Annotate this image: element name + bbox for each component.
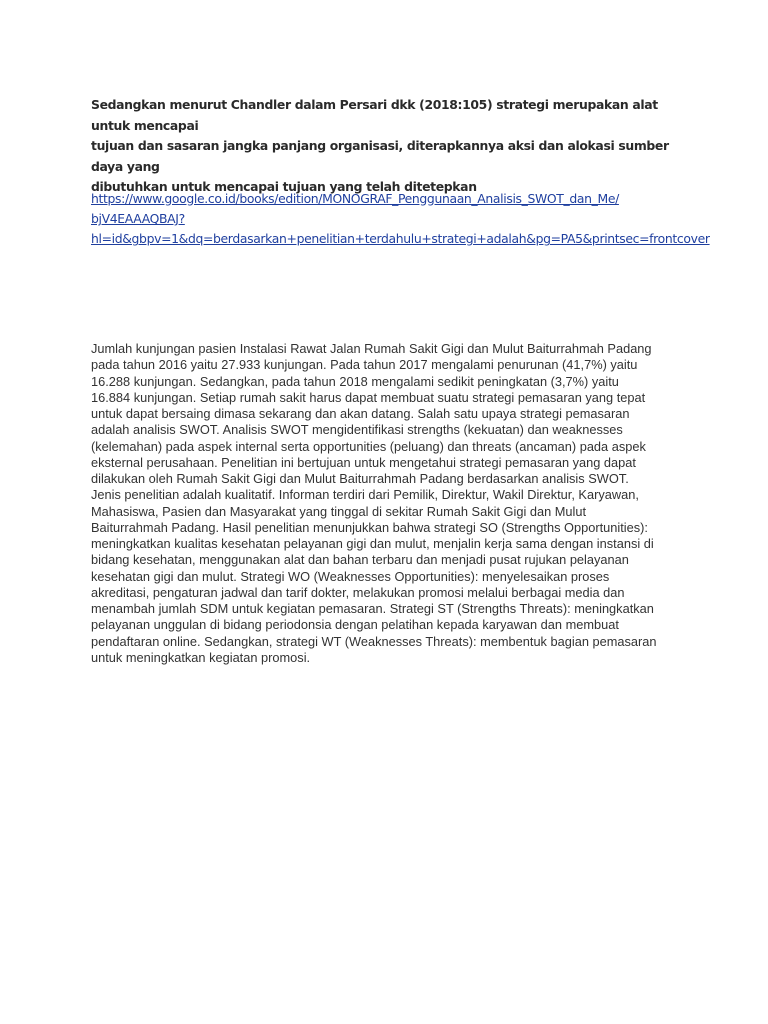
link-line[interactable]: bjV4EAAAQBAJ? (91, 211, 185, 227)
abstract-line: menambah jumlah SDM untuk kegiatan pemasaran. Strategi ST (Strengths Threats): meningkatkan (91, 601, 654, 616)
abstract-line: Baiturrahmah Padang. Hasil penelitian menunjukkan bahwa strategi SO (Strengths Opportunities): (91, 519, 648, 535)
abstract-line: kesehatan gigi dan mulut. Strategi WO (Weaknesses Opportunities): menyelesaikan proses (91, 568, 610, 584)
abstract-line: dilakukan oleh Rumah Sakit Gigi dan Mulut Baiturrahmah Padang berdasarkan analisis SWOT. (91, 471, 629, 486)
abstract-line: Jumlah kunjungan pasien Instalasi Rawat Jalan Rumah Sakit Gigi dan Mulut Baiturrahmah Padang (91, 341, 652, 356)
quote-paragraph (91, 95, 691, 198)
abstract-line: pendaftaran online. Sedangkan, strategi WT (Weaknesses Threats): membentuk bagian pemasaran (91, 633, 657, 649)
quote-line: Sedangkan menurut Chandler dalam Persari dkk (2018:105) strategi merupakan alat untuk mencapai (91, 97, 658, 133)
abstract-line: untuk dapat bersaing dimasa sekarang dan akan datang. Salah satu upaya strategi pemasaran (91, 406, 630, 421)
reference-link[interactable] (91, 189, 710, 250)
link-line[interactable]: hl=id&gbpv=1&dq=berdasarkan+penelitian+terdahulu+strategi+adalah&pg=PA5&printsec=frontcover (91, 231, 710, 247)
abstract-line: Mahasiswa, Pasien dan Masyarakat yang tinggal di sekitar Rumah Sakit Gigi dan Mulut (91, 503, 587, 519)
abstract-line: akreditasi, pengaturan jadwal dan tarif dokter, melakukan promosi melalui berbagai media dan (91, 584, 625, 600)
abstract-line: Jenis penelitian adalah kualitatif. Informan terdiri dari Pemilik, Direktur, Wakil Direktur, Karyawan, (91, 487, 639, 503)
link-line[interactable]: https://www.google.co.id/books/edition/MONOGRAF_Penggunaan_Analisis_SWOT_dan_Me/ (91, 191, 619, 206)
abstract-line: 16.884 kunjungan. Setiap rumah sakit harus dapat membuat suatu strategi pemasaran yang tepat (91, 389, 646, 405)
quote-line: tujuan dan sasaran jangka panjang organisasi, diterapkannya aksi dan alokasi sumber daya yang (91, 138, 669, 174)
abstract-line: (kelemahan) pada aspek internal serta opportunities (peluang) dan threats (ancaman) pada aspek (91, 438, 646, 454)
abstract-line: adalah analisis SWOT. Analisis SWOT mengidentifikasi strengths (kekuatan) dan weaknesses (91, 422, 623, 438)
abstract-line: 16.288 kunjungan. Sedangkan, pada tahun 2018 mengalami sedikit peningkatan (3,7%) yaitu (91, 373, 619, 389)
abstract-line: meningkatkan kualitas kesehatan pelayanan gigi dan mulut, menjalin kerja sama dengan instansi di (91, 536, 654, 551)
abstract-line: bidang kesehatan, menggunakan alat dan bahan terbaru dan menjadi pusat rujukan pelayanan (91, 552, 629, 568)
abstract-line: untuk meningkatkan kegiatan promosi. (91, 649, 311, 665)
abstract-line: eksternal perusahaan. Penelitian ini bertujuan untuk mengetahui strategi pemasaran yang dapat (91, 454, 636, 470)
abstract-paragraph (91, 341, 691, 666)
quote-line: dibutuhkan untuk mencapai tujuan yang telah ditetepkan (91, 179, 477, 194)
abstract-line: pada tahun 2016 yaitu 27.933 kunjungan. Pada tahun 2017 mengalami penurunan (41,7%) yaitu (91, 357, 638, 373)
abstract-line: pelayanan unggulan di bidang periodonsia dengan pelatihan kepada karyawan dan membuat (91, 617, 619, 633)
